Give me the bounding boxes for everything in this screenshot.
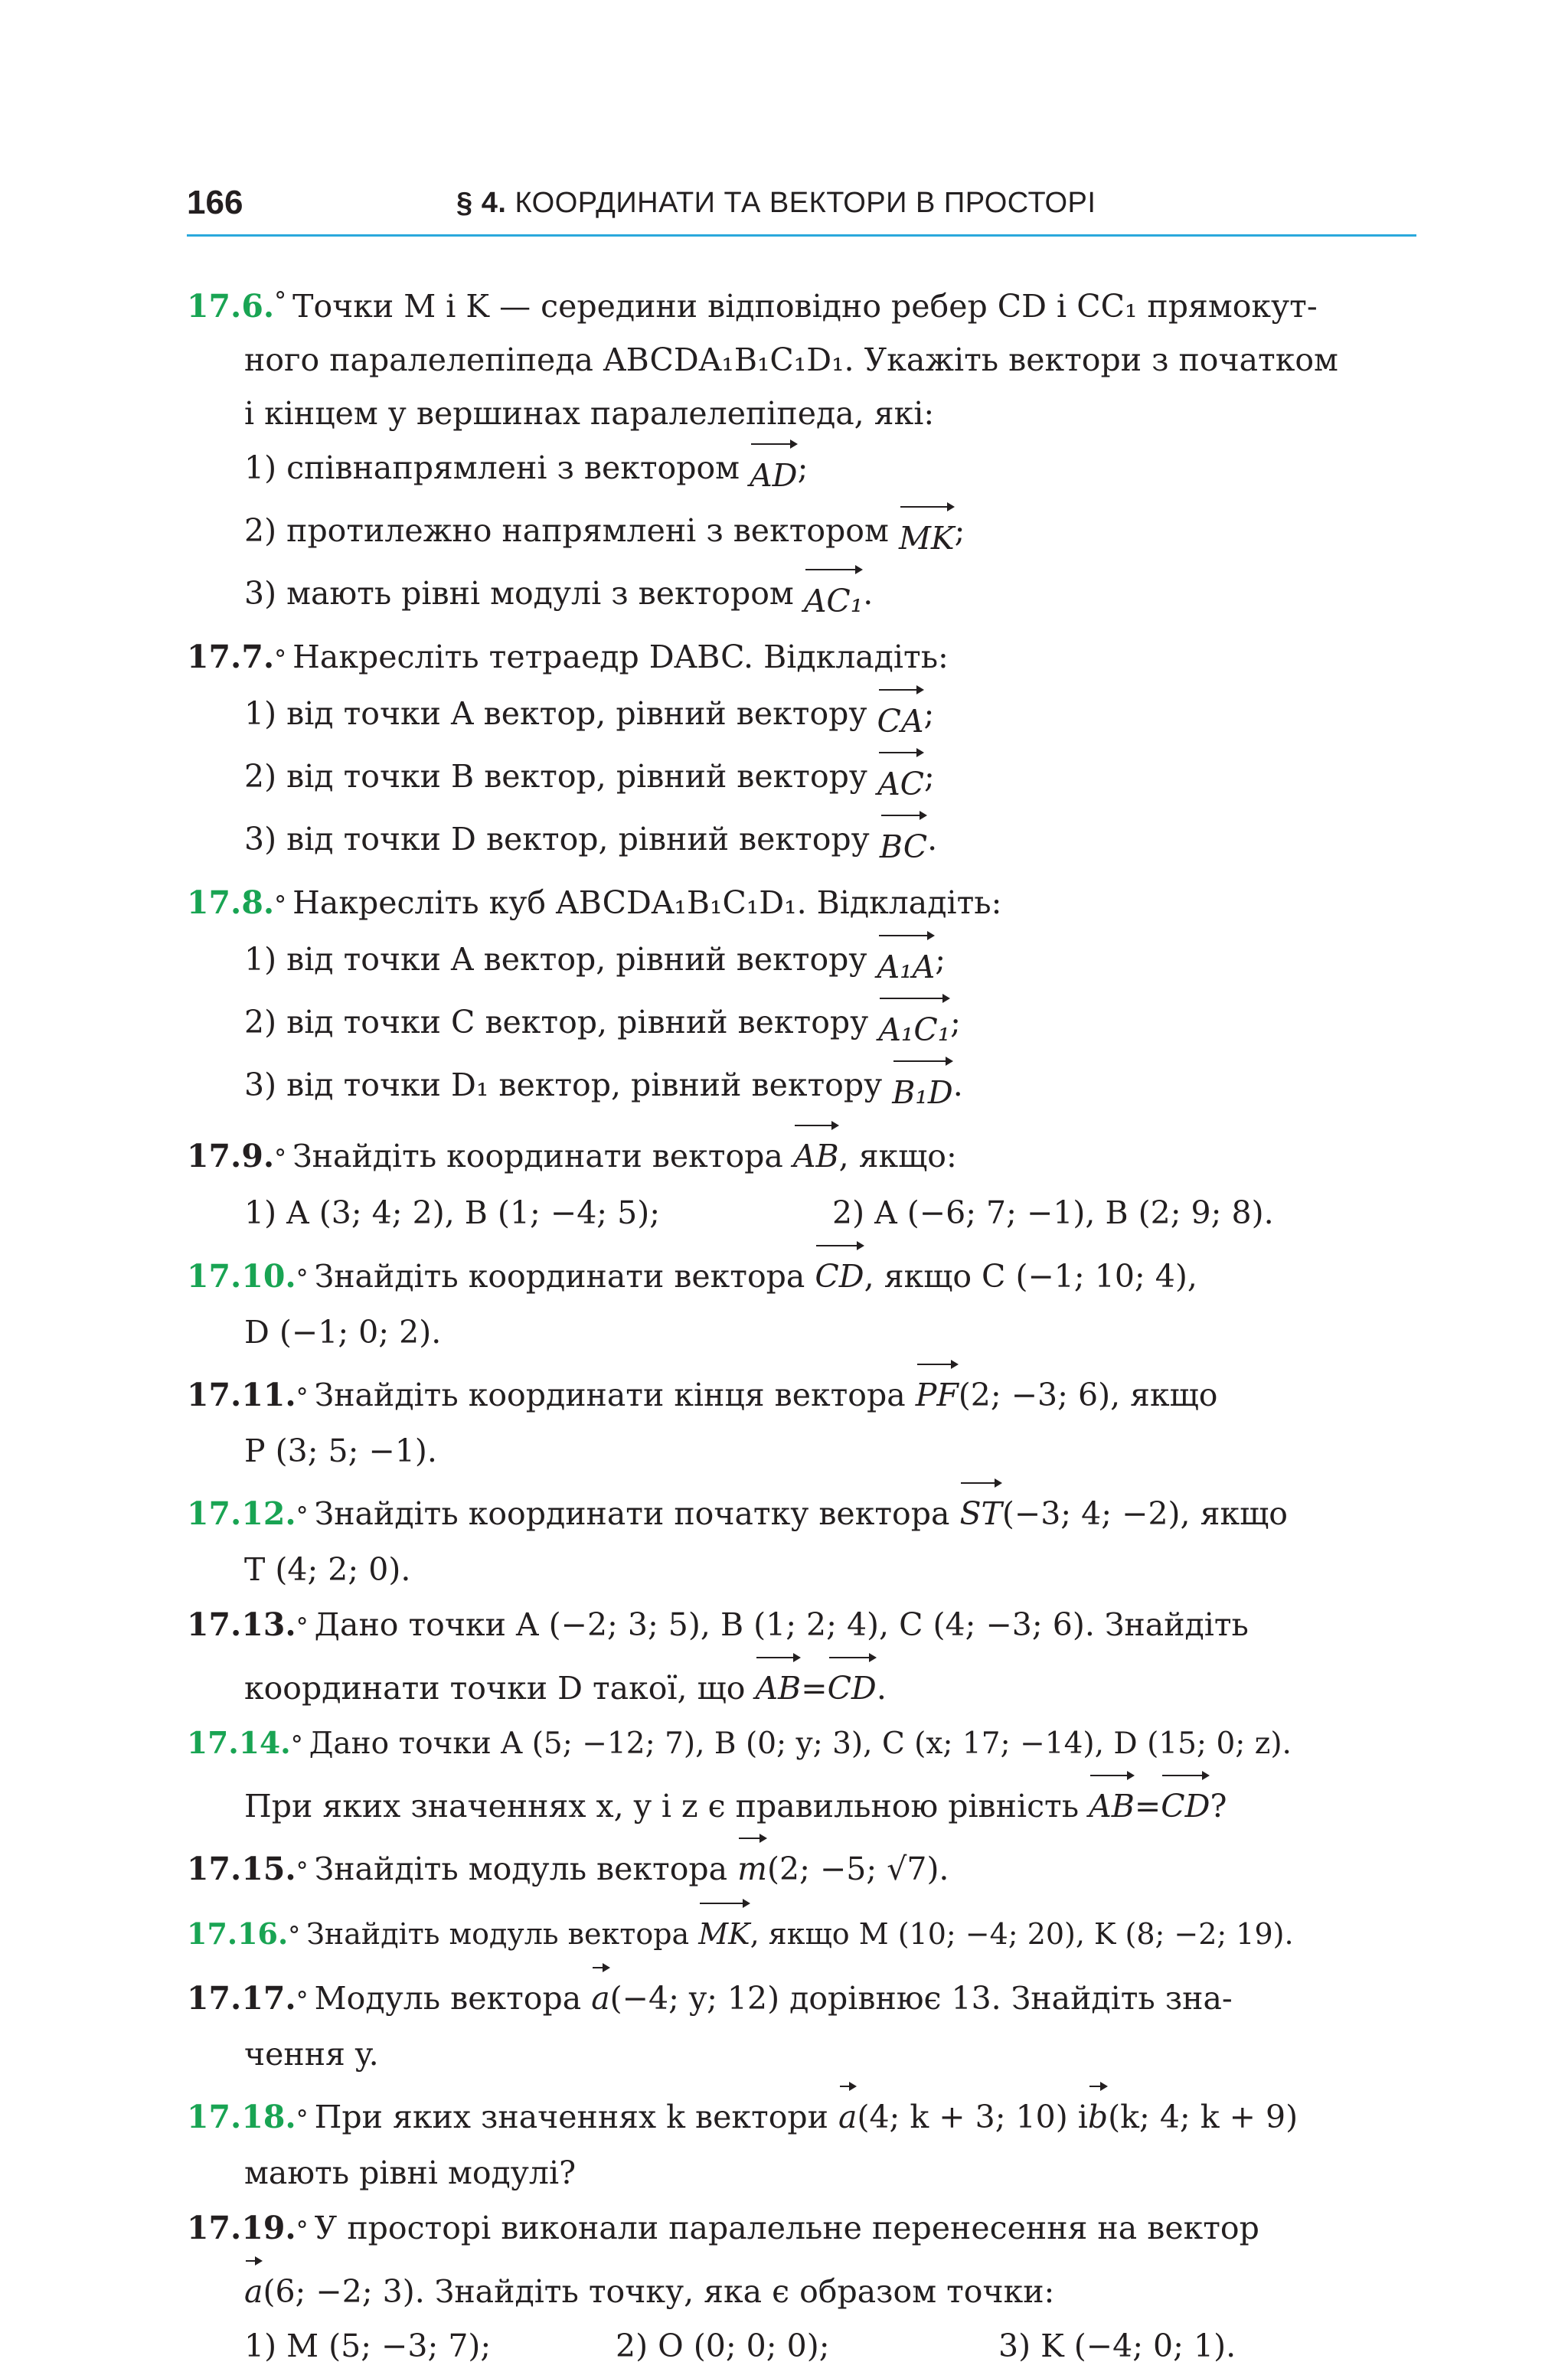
problem-number: 17.10. xyxy=(187,1258,296,1295)
problem-17-15 xyxy=(187,1834,1416,1898)
vector: AD xyxy=(750,440,797,503)
vector: MK xyxy=(899,503,955,566)
vector: A₁A xyxy=(877,932,936,995)
subitem: 1) від точки A вектор, рівний вектору A₁A ; xyxy=(187,932,1416,995)
vector: CD xyxy=(815,1242,864,1303)
vector: CA xyxy=(877,686,924,749)
problem-17-6 xyxy=(187,274,1416,629)
problem-number: 17.9. xyxy=(187,1138,275,1174)
problem-17-18 xyxy=(187,2083,1416,2200)
problem-number: 17.15. xyxy=(187,1851,296,1887)
problem-number: 17.7. xyxy=(187,639,275,675)
page-number: 166 xyxy=(187,184,243,221)
problem-line: мають рівні модулі? xyxy=(244,2154,577,2191)
vector: AB xyxy=(1089,1772,1135,1833)
section-title-text: КООРДИНАТИ ТА ВЕКТОРИ В ПРОСТОРІ xyxy=(514,187,1096,219)
vector: AC₁ xyxy=(804,566,863,629)
subitem: 3) мають рівні модулі з вектором AC₁ . xyxy=(187,566,1416,629)
problem-number: 17.18. xyxy=(187,2099,296,2135)
vector: AC xyxy=(877,749,924,812)
problem-line: 17.6.° Точки M і K — середини відповідно ребер CD і CC₁ прямокут- xyxy=(187,286,1318,325)
vector: MK xyxy=(698,1900,750,1961)
problem-line: 17.15. ° Знайдіть модуль вектора m (2; −5; √7). xyxy=(187,1834,1416,1898)
problem-number: 17.17. xyxy=(187,1980,296,2017)
problem-line: 17.19. ° У просторі виконали паралельне перенесення на вектор xyxy=(187,2201,1416,2257)
problem-17-14 xyxy=(187,1717,1416,1833)
problem-line: і кінцем у вершинах паралелепіпеда, які: xyxy=(244,395,935,432)
problem-17-9 xyxy=(187,1122,1416,1240)
problem-line: 17.18. ° При яких значеннях k вектори a (4; k + 3; 10) і b (k; 4; k + 9) xyxy=(187,2083,1416,2146)
problem-17-8 xyxy=(187,876,1416,1120)
vector: a xyxy=(244,2257,263,2318)
vector: ST xyxy=(959,1479,1001,1540)
vector: AB xyxy=(755,1654,801,1715)
problem-line: 17.7. ° Накресліть тетраедр DABC. Відкладіть: xyxy=(187,630,1416,686)
problem-17-10 xyxy=(187,1242,1416,1359)
vector: CD xyxy=(1161,1772,1210,1833)
vector: AB xyxy=(793,1122,839,1183)
problem-line: 17.16. ° Знайдіть модуль вектора MK , якщо M (10; −4; 20), K (8; −2; 19). xyxy=(187,1900,1416,1962)
problem-number: 17.12. xyxy=(187,1495,296,1532)
problem-line: 17.17. ° Модуль вектора a (−4; y; 12) дорівнює 13. Знайдіть зна- xyxy=(187,1964,1416,2027)
problem-line: чення y. xyxy=(244,2036,379,2073)
vector: m xyxy=(737,1834,767,1896)
subitem: 2) протилежно напрямлені з вектором MK ; xyxy=(187,503,1416,566)
vector: BC xyxy=(880,812,927,874)
problem-number: 17.11. xyxy=(187,1377,296,1413)
problem-line: 17.9. ° Знайдіть координати вектора AB , якщо: xyxy=(187,1122,1416,1185)
problem-number: 17.19. xyxy=(187,2210,296,2246)
problem-number: 17.6. xyxy=(187,288,275,325)
problem-17-7 xyxy=(187,630,1416,874)
problem-17-17 xyxy=(187,1964,1416,2081)
vector: b xyxy=(1088,2083,1108,2144)
page-header xyxy=(187,181,1416,237)
subitem: 1) співнапрямлені з вектором AD ; xyxy=(187,440,1416,503)
problem-line: ного паралелепіпеда ABCDA₁B₁C₁D₁. Укажіть вектори з початком xyxy=(244,341,1338,378)
problem-line: 17.14. ° Дано точки A (5; −12; 7), B (0; y; 3), C (x; 17; −14), D (15; 0; z). xyxy=(187,1717,1416,1772)
problem-line: T (4; 2; 0). xyxy=(244,1551,411,1588)
problem-line: 17.12. ° Знайдіть координати початку вектора ST (−3; 4; −2), якщо xyxy=(187,1479,1416,1543)
subitem: 1) M (5; −3; 7); 2) O (0; 0; 0); 3) K (−4; 0; 1). xyxy=(244,2328,1236,2364)
vector: PF xyxy=(916,1361,959,1422)
vector: A₁C₁ xyxy=(878,995,950,1057)
problem-17-12 xyxy=(187,1479,1416,1596)
subitem: 3) від точки D₁ вектор, рівний вектору B₁D . xyxy=(187,1057,1416,1120)
problem-line: координати точки D такої, що AB = CD . xyxy=(187,1654,1416,1715)
vector: CD xyxy=(828,1654,877,1715)
problem-17-16 xyxy=(187,1900,1416,1962)
subitem: 1) A (3; 4; 2), B (1; −4; 5); 2) A (−6; 7; −1), B (2; 9; 8). xyxy=(244,1194,1274,1231)
problem-text: Точки M і K — середини відповідно ребер CD і CC₁ прямокут- xyxy=(292,288,1318,325)
section-title xyxy=(456,187,1096,220)
problem-number: 17.13. xyxy=(187,1606,296,1643)
problem-line: P (3; 5; −1). xyxy=(244,1433,437,1469)
subitem: 2) від точки C вектор, рівний вектору A₁C₁ ; xyxy=(187,995,1416,1057)
vector: a xyxy=(591,1964,609,2025)
problem-number: 17.14. xyxy=(187,1726,291,1761)
problem-number: 17.8. xyxy=(187,884,275,921)
problem-17-11 xyxy=(187,1361,1416,1478)
subitem: 1) від точки A вектор, рівний вектору CA ; xyxy=(187,686,1416,749)
section-mark: § 4. xyxy=(456,187,507,219)
problem-number: 17.16. xyxy=(187,1916,289,1951)
problem-line: 17.10. ° Знайдіть координати вектора CD , якщо C (−1; 10; 4), xyxy=(187,1242,1416,1305)
problem-line: 17.13. ° Дано точки A (−2; 3; 5), B (1; 2; 4), C (4; −3; 6). Знайдіть xyxy=(187,1598,1416,1654)
problem-line: При яких значеннях x, y і z є правильною рівність AB = CD ? xyxy=(187,1772,1416,1833)
problem-17-19 xyxy=(187,2201,1416,2373)
subitem: 2) від точки B вектор, рівний вектору AC ; xyxy=(187,749,1416,812)
vector: B₁D xyxy=(892,1057,952,1120)
problem-line: a (6; −2; 3). Знайдіть точку, яка є образом точки: xyxy=(187,2257,1416,2318)
vector: a xyxy=(838,2083,857,2144)
subitem: 3) від точки D вектор, рівний вектору BC . xyxy=(187,812,1416,874)
problem-list xyxy=(187,274,1416,2375)
problem-17-13 xyxy=(187,1598,1416,1715)
problem-line: 17.11. ° Знайдіть координати кінця вектора PF (2; −3; 6), якщо xyxy=(187,1361,1416,1424)
problem-line: 17.8. ° Накресліть куб ABCDA₁B₁C₁D₁. Відкладіть: xyxy=(187,876,1416,932)
problem-line: D (−1; 0; 2). xyxy=(244,1314,442,1351)
